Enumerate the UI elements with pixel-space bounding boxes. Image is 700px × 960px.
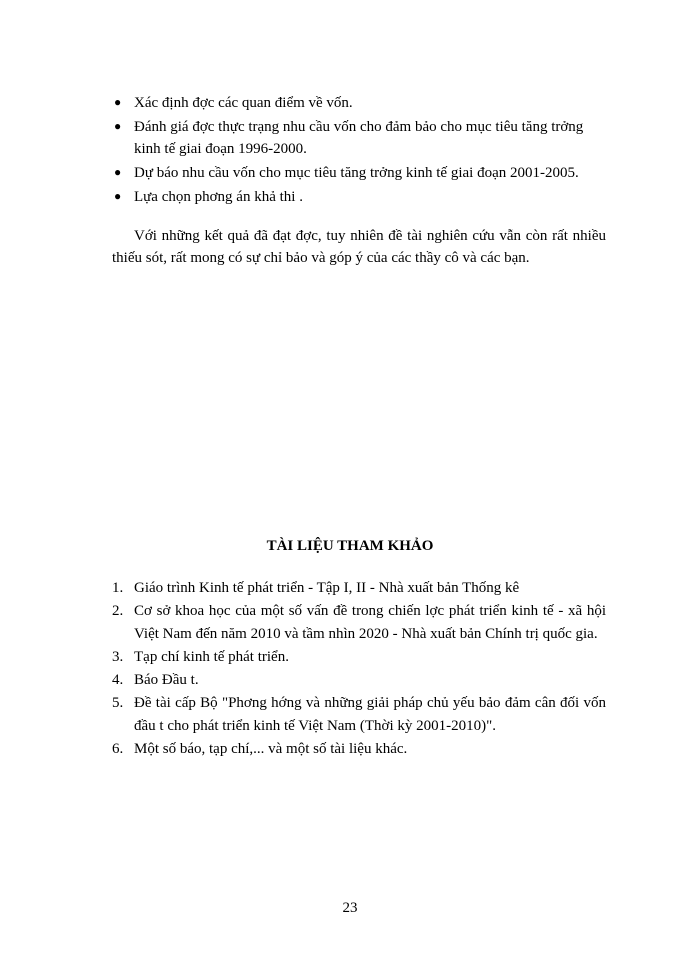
reference-text: Giáo trình Kinh tế phát triển - Tập I, II - Nhà xuất bản Thống kê: [134, 580, 520, 596]
bullet-text: Lựa chọn phơng án khả thi .: [134, 189, 303, 205]
conclusion-paragraph: [112, 225, 606, 269]
reference-number: 6.: [112, 741, 124, 757]
bullet-icon: ●: [114, 189, 122, 203]
page-number: 23: [342, 900, 358, 916]
list-item: [112, 116, 604, 160]
list-item: [112, 186, 604, 208]
reference-item: [112, 600, 606, 646]
references-list: [112, 577, 606, 761]
reference-text: Tạp chí kinh tế phát triển.: [134, 649, 289, 665]
reference-item: [112, 738, 606, 761]
reference-number: 5.: [112, 695, 124, 711]
reference-number: 1.: [112, 580, 124, 596]
reference-number: 4.: [112, 672, 124, 688]
bullet-list: [112, 92, 604, 210]
reference-text: Đề tài cấp Bộ "Phơng hớng và những giải pháp chủ yếu bảo đảm cân đối vốn đầu t cho phát triển kinh tế Việt Nam (Thời kỳ 2001-2010)".: [134, 695, 606, 734]
reference-item: [112, 577, 606, 600]
reference-text: Báo Đầu t.: [134, 672, 199, 688]
bullet-text: Dự báo nhu cầu vốn cho mục tiêu tăng trởng kinh tế giai đoạn 2001-2005.: [134, 165, 579, 181]
bullet-icon: ●: [114, 95, 122, 109]
reference-item: [112, 692, 606, 738]
bullet-text: Đánh giá đợc thực trạng nhu cầu vốn cho đảm bảo cho mục tiêu tăng trởng kinh tế giai đoạn 1996-2000.: [134, 119, 584, 157]
reference-text: Một số báo, tạp chí,... và một số tài liệu khác.: [134, 741, 408, 757]
list-item: [112, 162, 604, 184]
bullet-icon: ●: [114, 165, 122, 179]
list-item: [112, 92, 604, 114]
paragraph-text: Với những kết quả đã đạt đợc, tuy nhiên đề tài nghiên cứu vẫn còn rất nhiều thiếu sót, rất mong có sự chỉ bảo và góp ý của các thầy cô và các bạn.: [112, 228, 606, 266]
reference-item: [112, 646, 606, 669]
bullet-icon: ●: [114, 119, 122, 133]
reference-item: [112, 669, 606, 692]
reference-number: 3.: [112, 649, 124, 665]
reference-text: Cơ sở khoa học của một số vấn đề trong chiến lợc phát triển kinh tế - xã hội Việt Nam đến năm 2010 và tầm nhìn 2020 - Nhà xuất bản Chính trị quốc gia.: [134, 603, 606, 642]
bullet-text: Xác định đợc các quan điểm về vốn.: [134, 95, 353, 111]
reference-number: 2.: [112, 603, 124, 619]
references-title: TÀI LIỆU THAM KHẢO: [266, 538, 434, 554]
